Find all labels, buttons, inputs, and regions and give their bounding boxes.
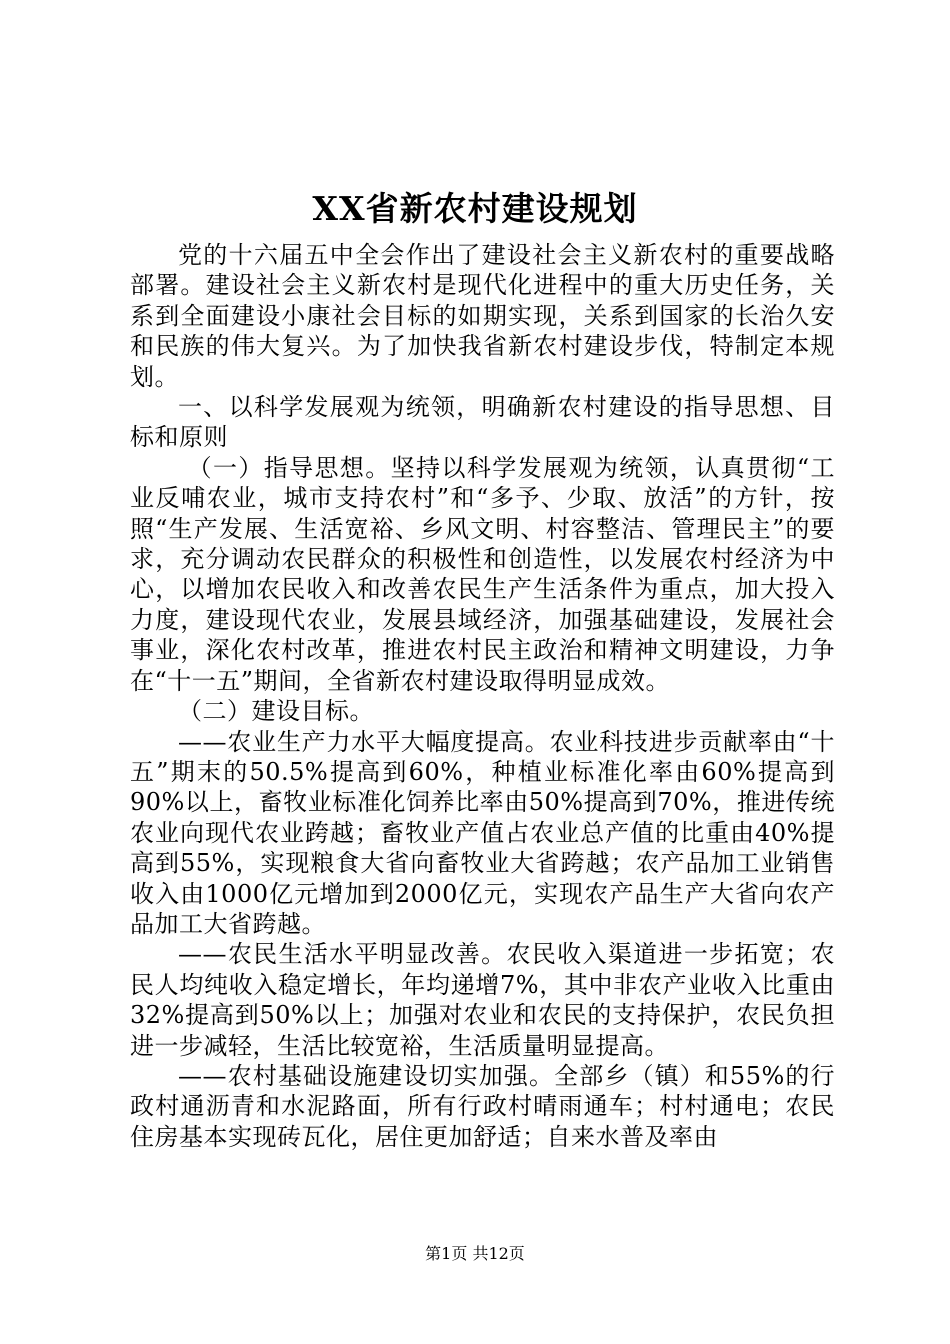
paragraph-guiding-ideology: （一）指导思想。坚持以科学发展观为统领，认真贯彻“工业反哺农业，城市支持农村”和“多予、少取、放活”的方针，按照“生产发展、生活宽裕、乡风文明、村容整洁、管理民主”的要求，充分调动农民群众的积极性和创造性，以发展农村经济为中心，以增加农民收入和改善农民生产生活条件为重点，加大投入力度，建设现代农业，发展县域经济，加强基础建设，发展社会事业，深化农村改革，推进农村民主政治和精神文明建设，力争在“十一五”期间，全省新农村建设取得明显成效。 — [130, 453, 835, 695]
document-title: XX省新农村建设规划 — [312, 189, 638, 228]
paragraph-intro: 党的十六届五中全会作出了建设社会主义新农村的重要战略部署。建设社会主义新农村是现代化进程中的重大历史任务，关系到全面建设小康社会目标的如期实现，关系到国家的长治久安和民族的伟大复兴。为了加快我省新农村建设步伐，特制定本规划。 — [130, 241, 835, 391]
subsection-heading-goals: （二）建设目标。 — [178, 697, 374, 726]
paragraph-goal-infrastructure: ——农村基础设施建设切实加强。全部乡（镇）和55%的行政村通沥青和水泥路面，所有行政村晴雨通车；村村通电；农民住房基本实现砖瓦化，居住更加舒适；自来水普及率由 — [130, 1061, 835, 1151]
paragraph-goal-living: ——农民生活水平明显改善。农民收入渠道进一步拓宽；农民人均纯收入稳定增长，年均递增7%，其中非农产业收入比重由32%提高到50%以上；加强对农业和农民的支持保护，农民负担进一步减轻，生活比较宽裕，生活质量明显提高。 — [130, 940, 835, 1060]
page-footer: 第1页 共12页 — [425, 1244, 525, 1263]
paragraph-goal-agriculture: ——农业生产力水平大幅度提高。农业科技进步贡献率由“十五”期末的50.5%提高到60%，种植业标准化率由60%提高到90%以上，畜牧业标准化饲养比率由50%提高到70%，推进传统农业向现代农业跨越；畜牧业产值占农业总产值的比重由40%提高到55%，实现粮食大省向畜牧业大省跨越；农产品加工业销售收入由1000亿元增加到2000亿元，实现农产品生产大省向农产品加工大省跨越。 — [130, 727, 835, 938]
section-heading-1: 一、以科学发展观为统领，明确新农村建设的指导思想、目标和原则 — [130, 393, 835, 452]
document-body — [130, 240, 835, 1152]
